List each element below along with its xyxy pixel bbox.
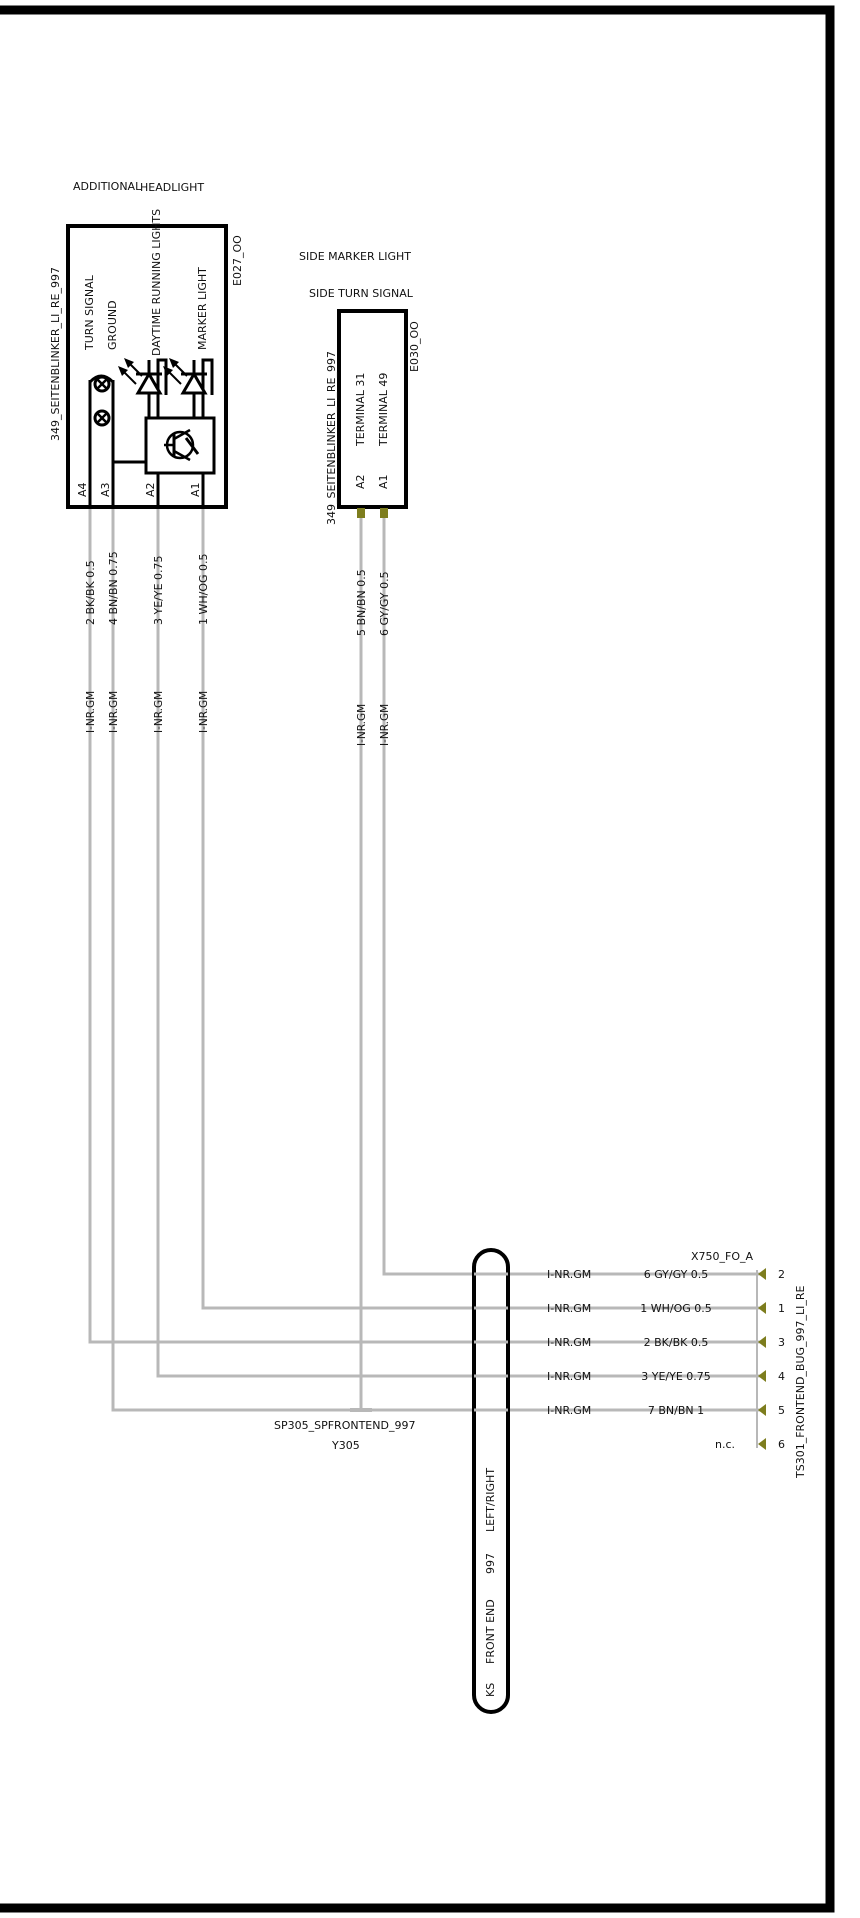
connector-pin-number: 6 xyxy=(778,1438,785,1451)
e027-pin-a1: A1 xyxy=(189,482,202,497)
wire-label-a2: 3 YE/YE 0.75 xyxy=(152,555,165,625)
harness-label: I-NR.GM xyxy=(153,690,165,733)
e030-ref: E030_OO xyxy=(408,321,421,372)
connector-pin-terminal xyxy=(758,1302,766,1314)
e030-header-bottom: SIDE TURN SIGNAL xyxy=(309,287,413,300)
connector-wire-label: 1 WH/OG 0.5 xyxy=(640,1302,712,1315)
connector-pin-number: 3 xyxy=(778,1336,785,1349)
wire-a1-wh[interactable] xyxy=(203,508,760,1308)
harness-ks: KS xyxy=(484,1682,497,1697)
e027-daytime-label: DAYTIME RUNNING LIGHTS xyxy=(150,208,163,356)
connector-harness-label: I-NR.GM xyxy=(547,1404,592,1417)
harness-label: I-NR.GM xyxy=(379,703,391,746)
e027-header-left: ADDITIONAL xyxy=(73,180,142,193)
connector-wire-label: 3 YE/YE 0.75 xyxy=(641,1370,711,1383)
connector-pin-number: 1 xyxy=(778,1302,785,1315)
e027-pin-a2: A2 xyxy=(144,482,157,497)
component-e027[interactable] xyxy=(49,180,244,507)
harness-label: I-NR.GM xyxy=(356,703,368,746)
connector-wire-label: 7 BN/BN 1 xyxy=(647,1404,705,1417)
connector-harness-label: I-NR.GM xyxy=(547,1336,592,1349)
connector-wire-label: n.c. xyxy=(714,1438,735,1451)
harness-label: I-NR.GM xyxy=(198,690,210,733)
connector-name: X750_FO_A xyxy=(691,1250,754,1263)
wire-a2-ye[interactable] xyxy=(158,508,760,1376)
wire-e030-a1-gy[interactable] xyxy=(384,514,760,1274)
e030-housing xyxy=(339,311,406,507)
connector-pin-terminal xyxy=(758,1336,766,1348)
connector-pin-number: 2 xyxy=(778,1268,785,1281)
led-icon xyxy=(118,358,162,420)
connector-pin-terminal xyxy=(758,1404,766,1416)
harness-block[interactable] xyxy=(474,1250,508,1712)
wire-label-a4: 2 BK/BK 0.5 xyxy=(84,560,97,625)
wire-a4-bk[interactable] xyxy=(90,508,760,1342)
connector-harness-label: I-NR.GM xyxy=(547,1268,592,1281)
e030-pin-a1: A1 xyxy=(377,474,390,489)
e030-pin-a2: A2 xyxy=(354,474,367,489)
e027-ref: E027_OO xyxy=(231,235,244,286)
wire-label-e030-a2: 5 BN/BN 0.5 xyxy=(355,569,368,636)
connector-harness-label: I-NR.GM xyxy=(547,1302,592,1315)
connector-pin-number: 4 xyxy=(778,1370,785,1383)
harness-label: I-NR.GM xyxy=(85,690,97,733)
e027-ground-label: GROUND xyxy=(106,300,119,350)
splice-id: Y305 xyxy=(332,1439,360,1452)
lamp-icon xyxy=(95,377,109,391)
component-e030[interactable] xyxy=(299,250,421,525)
splice-marker xyxy=(350,1400,372,1412)
splice-name: SP305_SPFRONTEND_997 xyxy=(274,1419,416,1432)
wire-label-e030-a1: 6 GY/GY 0.5 xyxy=(378,571,391,636)
connector-pin-terminal xyxy=(758,1370,766,1382)
connector-wire-label: 6 GY/GY 0.5 xyxy=(643,1268,709,1281)
harness-label: I-NR.GM xyxy=(108,690,120,733)
harness-997: 997 xyxy=(484,1553,497,1574)
connector-x750[interactable] xyxy=(547,1250,807,1479)
e030-header-top: SIDE MARKER LIGHT xyxy=(299,250,411,263)
wire-label-a3: 4 BN/BN 0.75 xyxy=(107,551,120,625)
connector-wire-label: 2 BK/BK 0.5 xyxy=(643,1336,709,1349)
wire-label-a1: 1 WH/OG 0.5 xyxy=(197,553,210,625)
harness-front-end: FRONT END xyxy=(484,1599,497,1664)
connector-part: TS301_FRONTEND_BUG_997_LI_RE xyxy=(794,1285,807,1478)
e027-turn-signal-label: TURN SIGNAL xyxy=(83,275,96,350)
e030-terminal-31: TERMINAL 31 xyxy=(354,372,367,446)
e030-terminal-a1 xyxy=(380,508,388,518)
e030-part-number: 349_SEITENBLINKER_LI_RE_997 xyxy=(325,351,338,525)
e027-pin-a4: A4 xyxy=(76,482,89,497)
lamp-icon xyxy=(95,411,109,425)
connector-pin-terminal xyxy=(758,1268,766,1280)
harness-left-right: LEFT/RIGHT xyxy=(484,1467,497,1532)
e027-marker-label: MARKER LIGHT xyxy=(196,267,209,350)
e027-pin-a3: A3 xyxy=(99,482,112,497)
e027-header-right: HEADLIGHT xyxy=(140,181,205,194)
connector-row[interactable] xyxy=(715,1438,785,1451)
connector-pin-terminal xyxy=(758,1438,766,1450)
connector-harness-label: I-NR.GM xyxy=(547,1370,592,1383)
e030-terminal-a2 xyxy=(357,508,365,518)
connector-pin-number: 5 xyxy=(778,1404,785,1417)
diagram-frame xyxy=(0,10,830,1908)
e030-terminal-49: TERMINAL 49 xyxy=(377,372,390,446)
e027-part-number: 349_SEITENBLINKER_LI_RE_997 xyxy=(49,267,62,441)
led-icon xyxy=(163,358,207,420)
